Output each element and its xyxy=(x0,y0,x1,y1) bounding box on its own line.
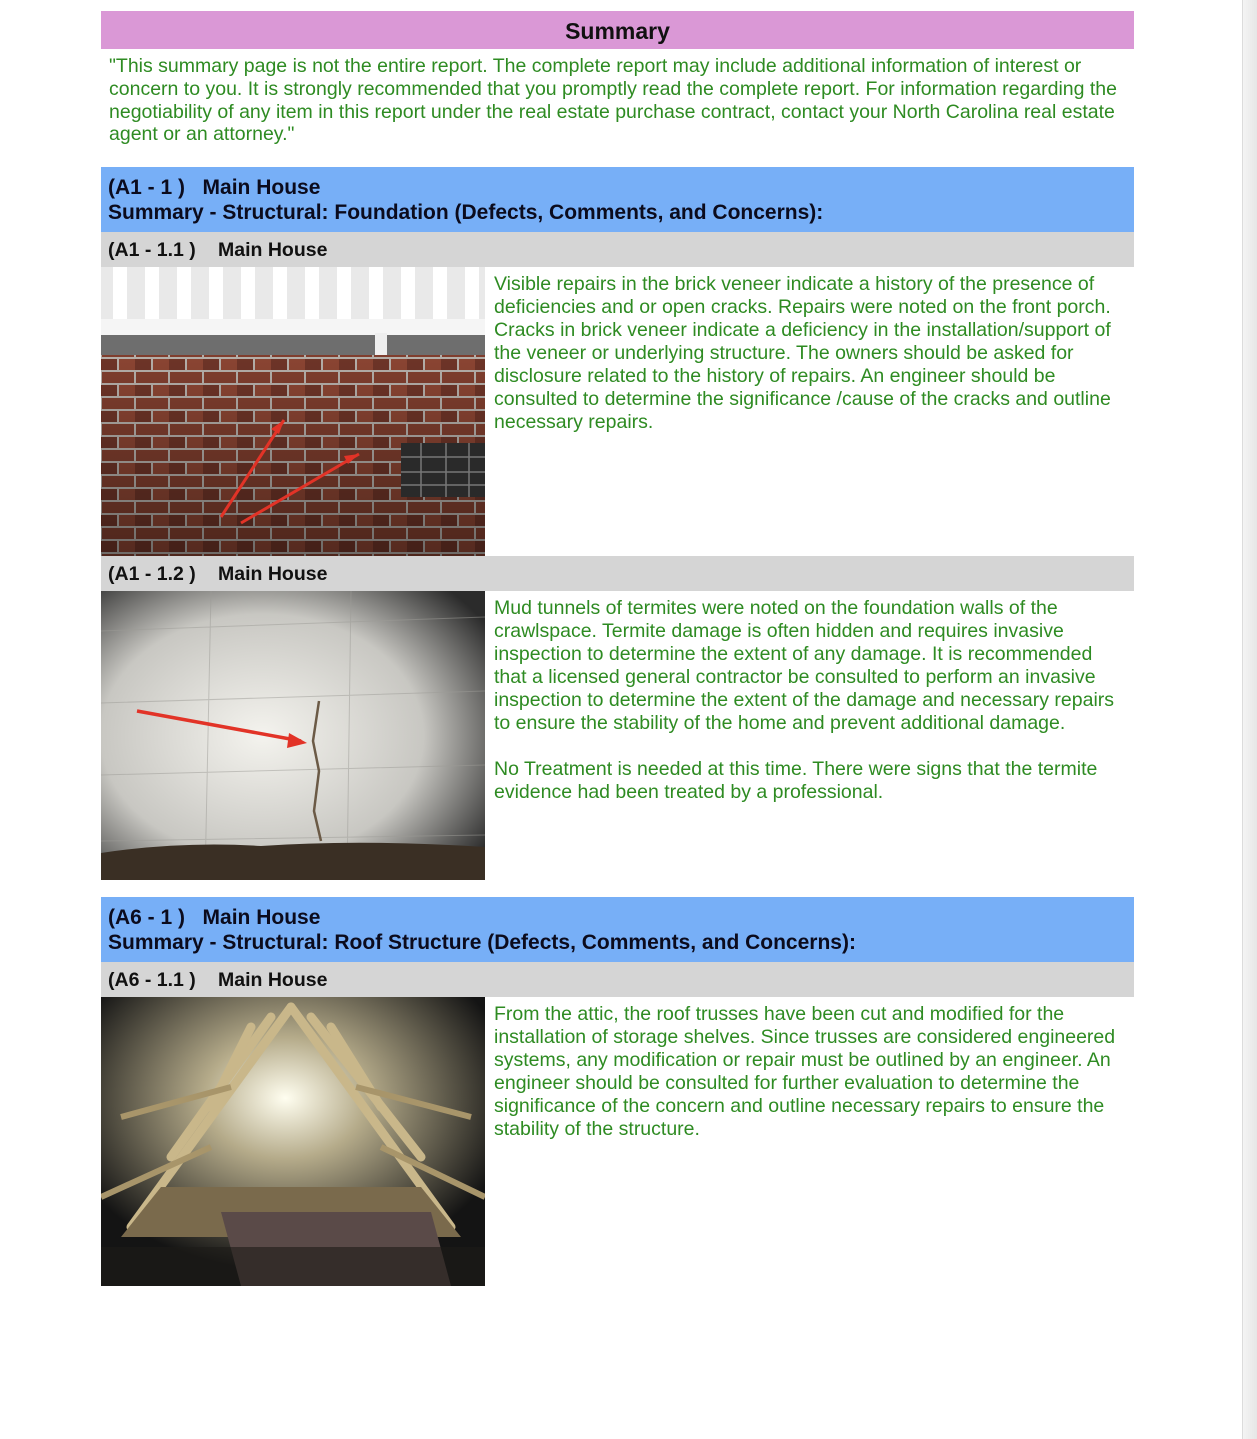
report-page xyxy=(101,11,1134,1286)
section-header xyxy=(101,897,1134,962)
attic-trusses-photo xyxy=(101,997,485,1286)
item-paragraph: No Treatment is needed at this time. There were signs that the termite evidence had been treated by a professional. xyxy=(494,758,1098,803)
item-header xyxy=(101,232,1134,267)
item-description xyxy=(485,591,1134,880)
item-paragraph: Visible repairs in the brick veneer indicate a history of the presence of deficiencies and or open cracks. Repairs were noted on the front porch. Cracks in brick veneer indicate a deficiency in the installation/support of the veneer or underlying structure. The owners should be asked for disclosure related to the history of repairs. An engineer should be consulted to determine the significance /cause of the cracks and outline necessary repairs. xyxy=(494,273,1111,433)
termite-mud-tunnel-photo xyxy=(101,591,485,880)
section-title: Summary - Structural: Foundation (Defects, Comments, and Concerns): xyxy=(108,201,824,224)
item-location: Main House xyxy=(218,563,328,585)
item-paragraph: Mud tunnels of termites were noted on the foundation walls of the crawlspace. Termite damage is often hidden and requires invasive inspection to determine the extent of any damage. It is recommended that a licensed general contractor be consulted to perform an invasive inspection to determine the extent of the damage and necessary repairs to ensure the stability of the home and prevent additional damage. xyxy=(494,597,1115,734)
section-location: Main House xyxy=(202,906,321,929)
section-code: (A1 - 1 ) xyxy=(108,176,186,199)
item-code: (A1 - 1.2 ) xyxy=(108,563,196,585)
item-header xyxy=(101,556,1134,591)
item-code: (A1 - 1.1 ) xyxy=(108,239,196,261)
section-header xyxy=(101,167,1134,232)
section-roof-structure xyxy=(101,897,1134,1286)
item-description xyxy=(485,267,1134,556)
summary-title: Summary xyxy=(101,11,1134,49)
report-item xyxy=(101,232,1134,556)
section-foundation xyxy=(101,167,1134,880)
item-description xyxy=(485,997,1134,1286)
item-code: (A6 - 1.1 ) xyxy=(108,969,196,991)
section-title: Summary - Structural: Roof Structure (Defects, Comments, and Concerns): xyxy=(108,931,856,954)
item-location: Main House xyxy=(218,239,328,261)
item-header xyxy=(101,962,1134,997)
brick-veneer-cracks-photo xyxy=(101,267,485,556)
item-location: Main House xyxy=(218,969,328,991)
section-code: (A6 - 1 ) xyxy=(108,906,186,929)
item-paragraph: From the attic, the roof trusses have been cut and modified for the installation of storage shelves. Since trusses are considered engineered systems, any modification or repair must be outlined by an engineer. An engineer should be consulted for further evaluation to determine the significance of the concern and outline necessary repairs to ensure the stability of the structure. xyxy=(494,1003,1116,1140)
scrollbar-track[interactable] xyxy=(1242,0,1257,1439)
report-item xyxy=(101,962,1134,1286)
section-location: Main House xyxy=(202,176,321,199)
summary-intro: "This summary page is not the entire report. The complete report may include additional information of interest or concern to you. It is strongly recommended that you promptly read the complete report. For information regarding the negotiability of any item in this report under the real estate purchase contract, contact your North Carolina real estate agent or an attorney." xyxy=(109,55,1118,146)
report-item xyxy=(101,556,1134,880)
